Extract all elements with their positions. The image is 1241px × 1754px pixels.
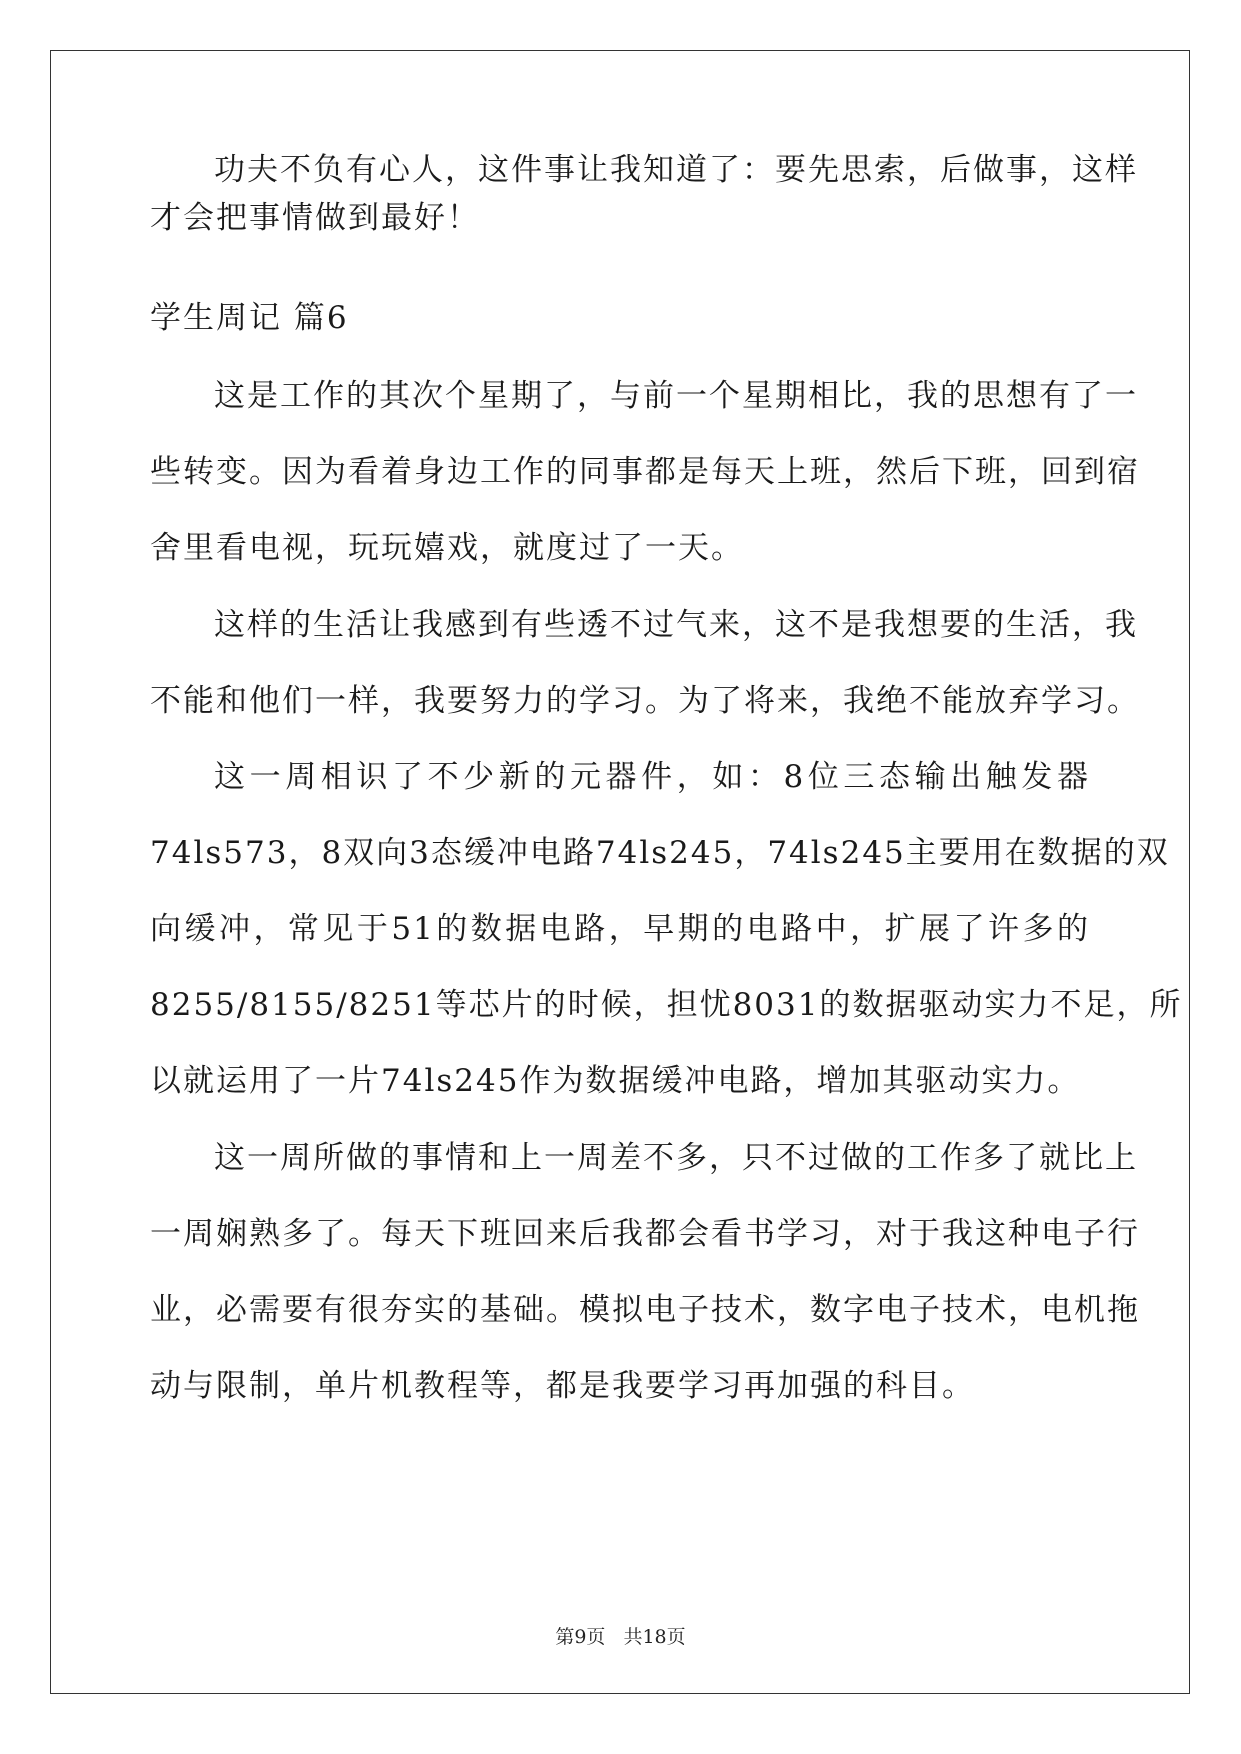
page-footer: [0, 1624, 1241, 1650]
paragraph-line: 些转变。因为看着身边工作的同事都是每天上班，然后下班，回到宿: [150, 454, 1140, 490]
paragraph-line: 这一周所做的事情和上一周差不多，只不过做的工作多了就比上: [214, 1140, 1138, 1176]
paragraph-line: 这样的生活让我感到有些透不过气来，这不是我想要的生活，我: [214, 607, 1138, 643]
paragraph-line: 才会把事情做到最好！: [150, 200, 480, 236]
section-heading: 学生周记 篇6: [150, 300, 349, 336]
page-total: 共18页: [623, 1626, 686, 1648]
paragraph-line: 74ls573，8双向3态缓冲电路74ls245，74ls245主要用在数据的双: [150, 835, 1170, 871]
paragraph-line: 功夫不负有心人，这件事让我知道了：要先思索，后做事，这样: [214, 152, 1138, 188]
paragraph-line: 动与限制，单片机教程等，都是我要学习再加强的科目。: [150, 1368, 975, 1404]
page-number: 第9页: [555, 1626, 606, 1648]
paragraph-line: 向缓冲，常见于51的数据电路，早期的电路中，扩展了许多的: [150, 911, 1090, 947]
paragraph-line: 8255/8155/8251等芯片的时候，担忧8031的数据驱动实力不足，所: [150, 987, 1183, 1023]
paragraph-line: 不能和他们一样，我要努力的学习。为了将来，我绝不能放弃学习。: [150, 683, 1140, 719]
paragraph-line: 以就运用了一片74ls245作为数据缓冲电路，增加其驱动实力。: [150, 1063, 1081, 1099]
paragraph-line: 一周娴熟多了。每天下班回来后我都会看书学习，对于我这种电子行: [150, 1216, 1140, 1252]
paragraph-line: 舍里看电视，玩玩嬉戏，就度过了一天。: [150, 530, 744, 566]
paragraph-line: 这一周相识了不少新的元器件，如：8位三态输出触发器: [214, 759, 1090, 795]
paragraph-line: 业，必需要有很夯实的基础。模拟电子技术，数字电子技术，电机拖: [150, 1292, 1140, 1328]
paragraph-line: 这是工作的其次个星期了，与前一个星期相比，我的思想有了一: [214, 378, 1138, 414]
